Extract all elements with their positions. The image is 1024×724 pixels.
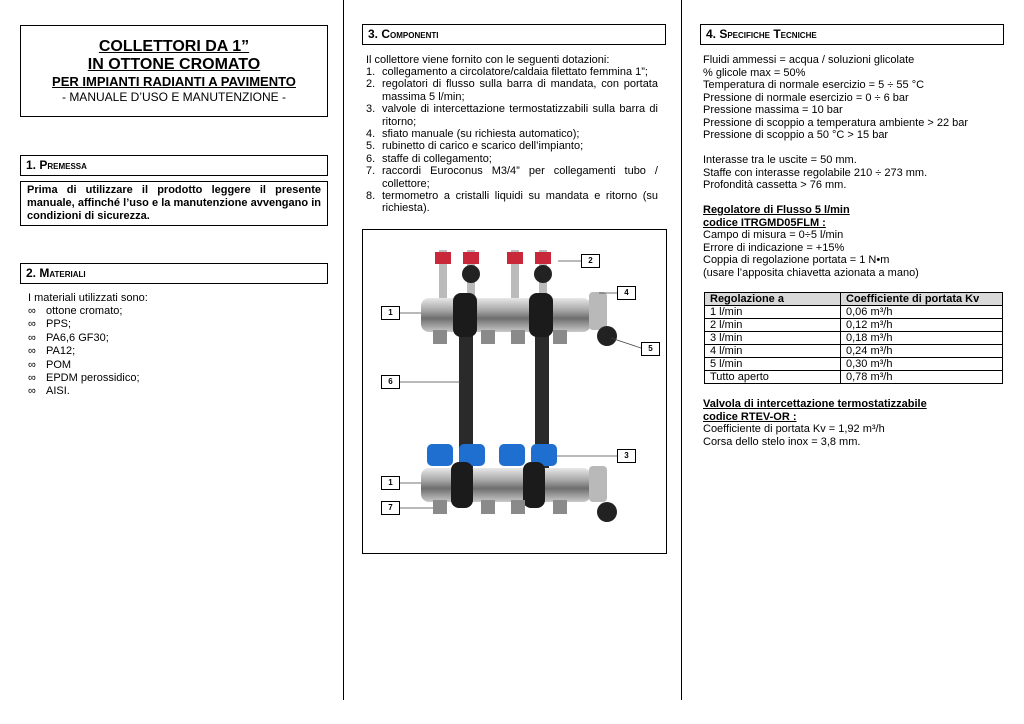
list-item: 2. regolatori di flusso sulla barra di mandata, con portata massima 5 l/min;	[366, 78, 658, 103]
list-item: ∞ ottone cromato;	[28, 305, 123, 317]
specifiche-heading: 4. Specifiche Tecniche	[700, 24, 1004, 45]
title-line-1: COLLETTORI DA 1”	[98, 38, 250, 55]
spec-line: Fluidi ammessi = acqua / soluzioni glicolate	[703, 54, 915, 66]
premessa-text: Prima di utilizzare il prodotto leggere il presente manuale, affinché l’uso e la manutenzione avvengano in condizioni di sicurezza.	[27, 184, 321, 222]
supply-bar	[421, 298, 591, 332]
table-row: 1 l/min 0,06 m³/h	[705, 306, 1003, 319]
spec-line: Errore di indicazione = +15%	[703, 241, 845, 254]
spec-line: Staffe con interasse regolabile 210 ÷ 273 mm.	[703, 166, 928, 179]
list-item: ∞ EPDM perossidico;	[28, 372, 140, 385]
componenti-list	[366, 66, 658, 215]
specs-block-2	[703, 154, 927, 192]
list-item: ∞ AISI.	[28, 385, 70, 398]
valvola-title: Valvola di intercettazione termostatizzabile	[703, 398, 927, 410]
callout-label: 2	[581, 254, 600, 268]
list-item: ∞ PA6,6 GF30;	[28, 331, 109, 344]
list-item: ∞ PPS;	[28, 318, 72, 331]
table-row: 3 l/min 0,18 m³/h	[705, 332, 1003, 345]
flow-regulators	[435, 250, 552, 298]
spec-line: (usare l’apposita chiavetta azionata a mano)	[703, 266, 919, 279]
valvola-code: codice RTEV-OR :	[703, 410, 797, 423]
list-item: 5. rubinetto di carico e scarico dell’impianto;	[366, 140, 584, 153]
title-line-2: IN OTTONE CROMATO	[87, 56, 261, 73]
list-item: ∞ POM	[28, 358, 72, 371]
list-item: 4. sfiato manuale (su richiesta automatico);	[366, 128, 580, 141]
title-line-4: - MANUALE D’USO E MANUTENZIONE -	[61, 90, 286, 104]
list-item: ∞ PA12;	[28, 345, 76, 358]
materiali-heading: 2. Materiali	[20, 263, 328, 284]
spec-line: Corsa dello stelo inox = 3,8 mm.	[703, 435, 861, 448]
spec-line: Interasse tra le uscite = 50 mm.	[703, 154, 857, 166]
valvola-block	[703, 398, 927, 448]
table-header: Regolazione a	[705, 293, 841, 306]
premessa-heading: 1. Premessa	[20, 155, 328, 176]
spec-line: % glicole max = 50%	[703, 66, 806, 79]
column-divider-2	[681, 0, 682, 700]
manifold-illustration	[362, 229, 667, 554]
spec-line: Coefficiente di portata Kv = 1,92 m³/h	[703, 423, 885, 435]
callout-label: 4	[617, 286, 636, 300]
list-item: 1. collegamento a circolatore/caldaia filettato femmina 1”;	[366, 66, 648, 78]
kv-table	[704, 292, 1003, 384]
regolatore-title: Regolatore di Flusso 5 l/min	[703, 204, 850, 216]
table-header: Coefficiente di portata Kv	[841, 293, 1003, 306]
list-item: 8. termometro a cristalli liquidi su mandata e ritorno (su richiesta).	[366, 190, 658, 215]
spec-line: Coppia di regolazione portata = 1 N•m	[703, 254, 890, 266]
materiali-list	[28, 305, 140, 399]
list-item: 6. staffe di collegamento;	[366, 152, 492, 165]
drain-cock	[597, 326, 617, 346]
callout-label: 6	[381, 375, 400, 389]
callout-label: 1	[381, 306, 400, 320]
spec-line: Pressione di normale esercizio = 0 ÷ 6 bar	[703, 91, 909, 104]
spec-line: Pressione di scoppio a temperatura ambiente > 22 bar	[703, 116, 969, 129]
specs-block-1	[703, 54, 968, 142]
return-bar	[421, 468, 591, 502]
table-row: Tutto aperto 0,78 m³/h	[705, 371, 1003, 384]
title-box	[20, 25, 328, 117]
table-row: 4 l/min 0,24 m³/h	[705, 345, 1003, 358]
regolatore-block	[703, 204, 919, 279]
materiali-intro: I materiali utilizzati sono:	[28, 292, 148, 304]
callout-label: 1	[381, 476, 400, 490]
table-row: 2 l/min 0,12 m³/h	[705, 319, 1003, 332]
spec-line: Temperatura di normale esercizio = 5 ÷ 55 °C	[703, 79, 925, 91]
column-divider-1	[343, 0, 344, 700]
callout-label: 5	[641, 342, 660, 356]
spec-line: Pressione massima = 10 bar	[703, 104, 843, 116]
componenti-intro: Il collettore viene fornito con le seguenti dotazioni:	[366, 54, 610, 66]
table-row: 5 l/min 0,30 m³/h	[705, 358, 1003, 371]
spec-line: Campo di misura = 0÷5 l/min	[703, 229, 844, 241]
callout-label: 7	[381, 501, 400, 515]
premessa-box	[20, 181, 328, 226]
list-item: 7. raccordi Euroconus M3/4” per collegamenti tubo / collettore;	[366, 165, 658, 190]
manifold-drawing	[363, 230, 666, 553]
vent-valve	[589, 292, 607, 330]
callout-label: 3	[617, 449, 636, 463]
list-item: 3. valvole di intercettazione termostatizzabili sulla barra di ritorno;	[366, 103, 658, 128]
spec-line: Profondità cassetta > 76 mm.	[703, 179, 847, 191]
componenti-heading: 3. Componenti	[362, 24, 666, 45]
title-line-3: PER IMPIANTI RADIANTI A PAVIMENTO	[52, 74, 296, 89]
spec-line: Pressione di scoppio a 50 °C > 15 bar	[703, 129, 889, 141]
table-header-row	[705, 293, 1003, 306]
regolatore-code: codice ITRGMD05FLM :	[703, 216, 826, 229]
